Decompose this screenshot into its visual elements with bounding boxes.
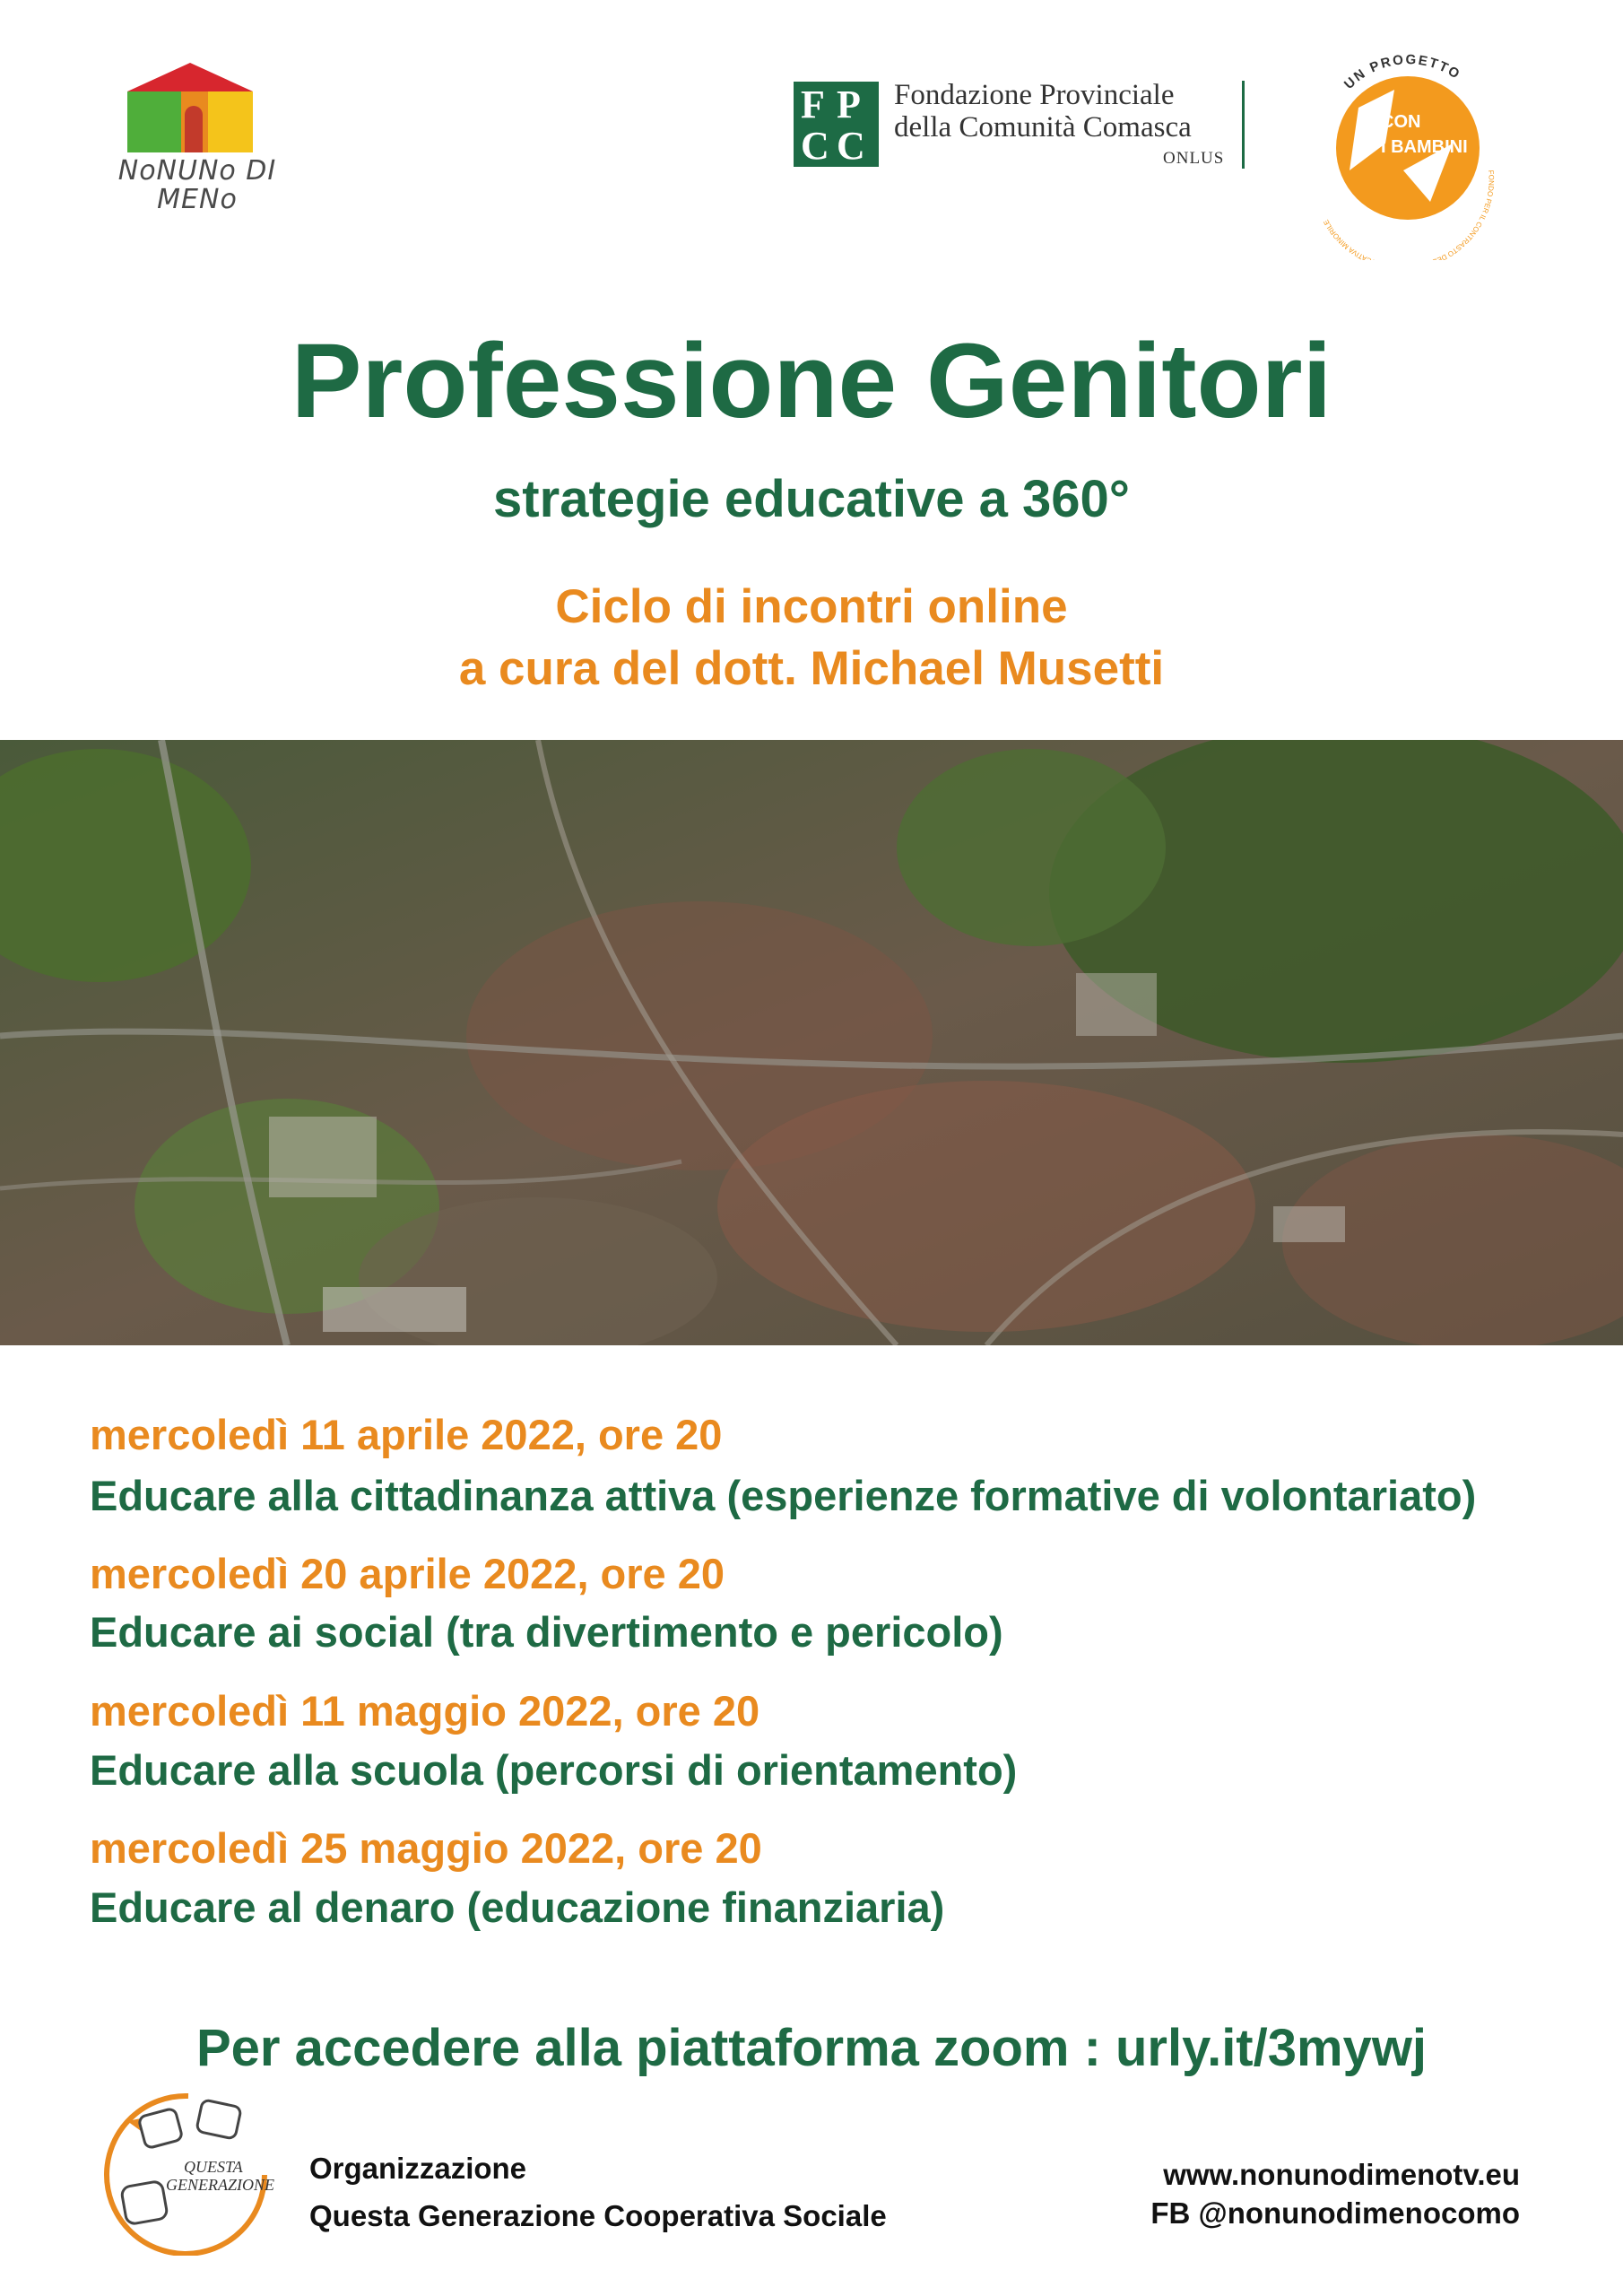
con-i-bambini-word2: I BAMBINI: [1381, 137, 1468, 157]
fondazione-name-line1: Fondazione Provinciale: [894, 79, 1175, 111]
fondazione-name: [894, 79, 1192, 144]
page-subtitle: strategie educative a 360°: [493, 470, 1130, 528]
con-i-bambini-ring-text: FONDO PER IL CONTRASTO DE ATIVA MINORILE: [1322, 170, 1496, 260]
aerial-city-photo: [0, 740, 1623, 1345]
event-3-topic: Educare alla scuola (percorsi di orientamento): [90, 1746, 1018, 1794]
page-title: Professione Genitori: [291, 322, 1332, 440]
questa-logo-text-2: GENERAZIONE: [166, 2176, 274, 2194]
con-i-bambini-word1: CON: [1381, 112, 1421, 132]
organizer-name: Questa Generazione Cooperativa Sociale: [309, 2199, 887, 2232]
event-4-topic: Educare al denaro (educazione finanziaria): [90, 1883, 945, 1931]
questa-generazione-logo: [99, 2085, 314, 2256]
questa-logo-text-1: QUESTA: [184, 2158, 243, 2176]
fondazione-onlus: ONLUS: [1163, 149, 1225, 168]
event-1-date: mercoledì 11 aprile 2022, ore 20: [90, 1411, 723, 1458]
cycle-description: Ciclo di incontri online: [555, 580, 1068, 633]
event-2-topic: Educare ai social (tra divertimento e pericolo): [90, 1608, 1003, 1656]
curator-line: a cura del dott. Michael Musetti: [458, 642, 1165, 695]
questa-generazione-emblem: [99, 2085, 314, 2256]
con-i-bambini-logo: [1296, 36, 1520, 260]
con-i-bambini-emblem: [1296, 36, 1520, 260]
aerial-city-image: [0, 740, 1623, 1345]
nonuno-logo-text: NoNUNo DI MENo: [117, 155, 277, 215]
fondazione-separator: [1242, 81, 1245, 169]
event-2-date: mercoledì 20 aprile 2022, ore 20: [90, 1550, 725, 1597]
event-1-topic: Educare alla cittadinanza attiva (esperienze formative di volontariato): [90, 1472, 1477, 1519]
event-3-date: mercoledì 11 maggio 2022, ore 20: [90, 1687, 760, 1735]
fondazione-mark: F P C C: [794, 82, 879, 167]
facebook-handle[interactable]: FB @nonunodimenocomo: [1150, 2196, 1520, 2230]
website-link[interactable]: www.nonunodimenotv.eu: [1163, 2158, 1520, 2191]
organizer-label: Organizzazione: [309, 2152, 527, 2185]
house-roof-shape: [127, 63, 253, 91]
con-i-bambini-top-text: UN PROGETTO: [1341, 52, 1464, 92]
fondazione-name-line2: della Comunità Comasca: [894, 111, 1192, 144]
logo-block-yellow: [208, 91, 253, 152]
zoom-access-line: Per accedere alla piattaforma zoom : urly.it/3mywj: [195, 2019, 1428, 2077]
event-4-date: mercoledì 25 maggio 2022, ore 20: [90, 1824, 762, 1872]
fondazione-logo: [794, 79, 1260, 178]
nonuno-dimeno-logo: [108, 54, 287, 233]
logo-block-green: [127, 91, 181, 152]
logo-figure: [185, 106, 203, 152]
